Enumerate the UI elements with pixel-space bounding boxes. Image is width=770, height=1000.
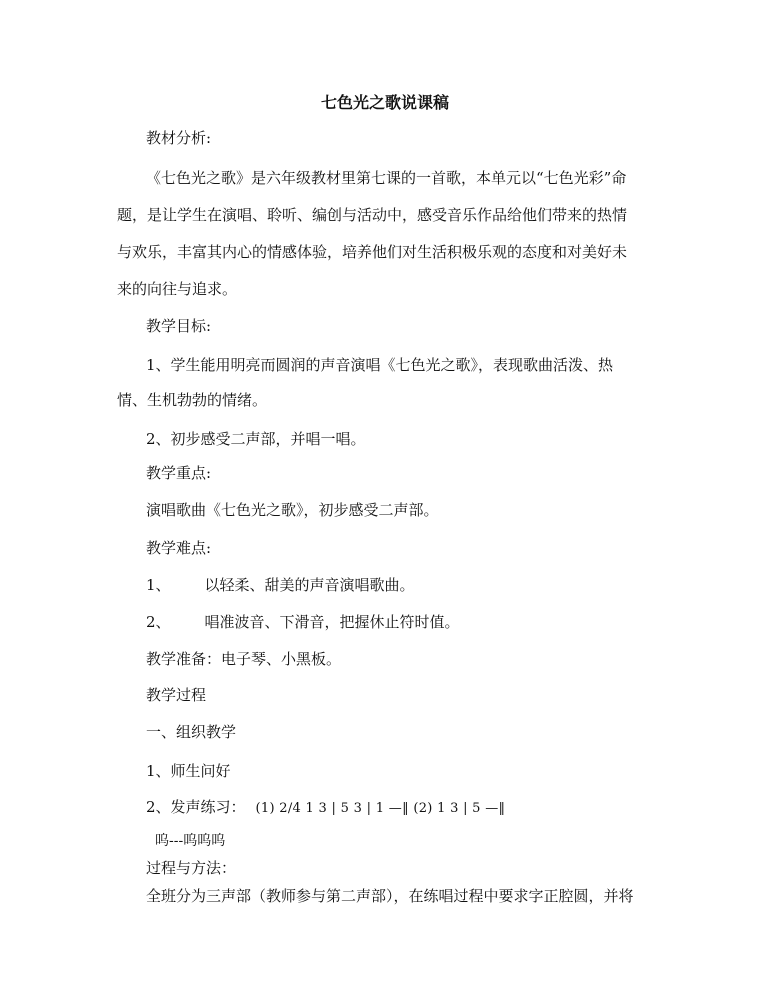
vocalise-text: 呜---呜呜呜 <box>155 833 226 849</box>
analysis-line-3: 与欢乐，丰富其内心的情感体验，培养他们对生活积极乐观的态度和对美好未 <box>117 243 628 261</box>
step-1: 一、组织教学 <box>146 723 237 741</box>
difficulty-item-2 <box>146 612 460 632</box>
goal-1-line-2: 情、生机勃勃的情绪。 <box>117 391 268 409</box>
method-heading: 过程与方法： <box>146 859 237 877</box>
key-heading: 教学重点: <box>146 464 212 482</box>
goal-1-line-1: 1、学生能用明亮而圆润的声音演唱《七色光之歌》，表现歌曲活泼、热 <box>146 356 614 374</box>
difficulty-item-1-text: 以轻柔、甜美的声音演唱歌曲。 <box>204 576 415 594</box>
method-text: 全班分为三声部（教师参与第二声部），在练唱过程中要求字正腔圆，并将 <box>146 887 634 905</box>
analysis-heading: 教材分析: <box>146 129 212 147</box>
process-heading: 教学过程 <box>146 686 207 704</box>
key-text: 演唱歌曲《七色光之歌》，初步感受二声部。 <box>146 501 439 519</box>
difficulty-item-1-num: 1、 <box>146 576 171 594</box>
difficulty-item-2-text: 唱准波音、下滑音，把握休止符时值。 <box>204 613 460 631</box>
vocal-exercise-notation: (1) 2/4 1 3 | 5 3 | 1 —‖ (2) 1 3 | 5 —‖ <box>255 801 506 816</box>
difficulty-item-1 <box>146 575 415 595</box>
analysis-line-2: 题，是让学生在演唱、聆听、编创与活动中，感受音乐作品给他们带来的热情 <box>117 206 628 224</box>
goals-heading: 教学目标: <box>146 317 212 335</box>
document-title: 七色光之歌说课稿 <box>320 93 449 112</box>
analysis-line-1: 《七色光之歌》是六年级教材里第七课的一首歌，本单元以“七色光彩”命 <box>146 169 627 187</box>
step-1-1: 1、师生问好 <box>146 762 231 780</box>
goal-2: 2、初步感受二声部，并唱一唱。 <box>146 430 366 448</box>
prep-text: 教学准备：电子琴、小黑板。 <box>146 650 342 668</box>
difficulty-heading: 教学难点: <box>146 539 212 557</box>
analysis-line-4: 来的向往与追求。 <box>117 280 238 298</box>
step-1-2-label: 2、发声练习： <box>146 798 246 816</box>
step-1-2 <box>146 797 505 819</box>
difficulty-item-2-num: 2、 <box>146 613 171 631</box>
